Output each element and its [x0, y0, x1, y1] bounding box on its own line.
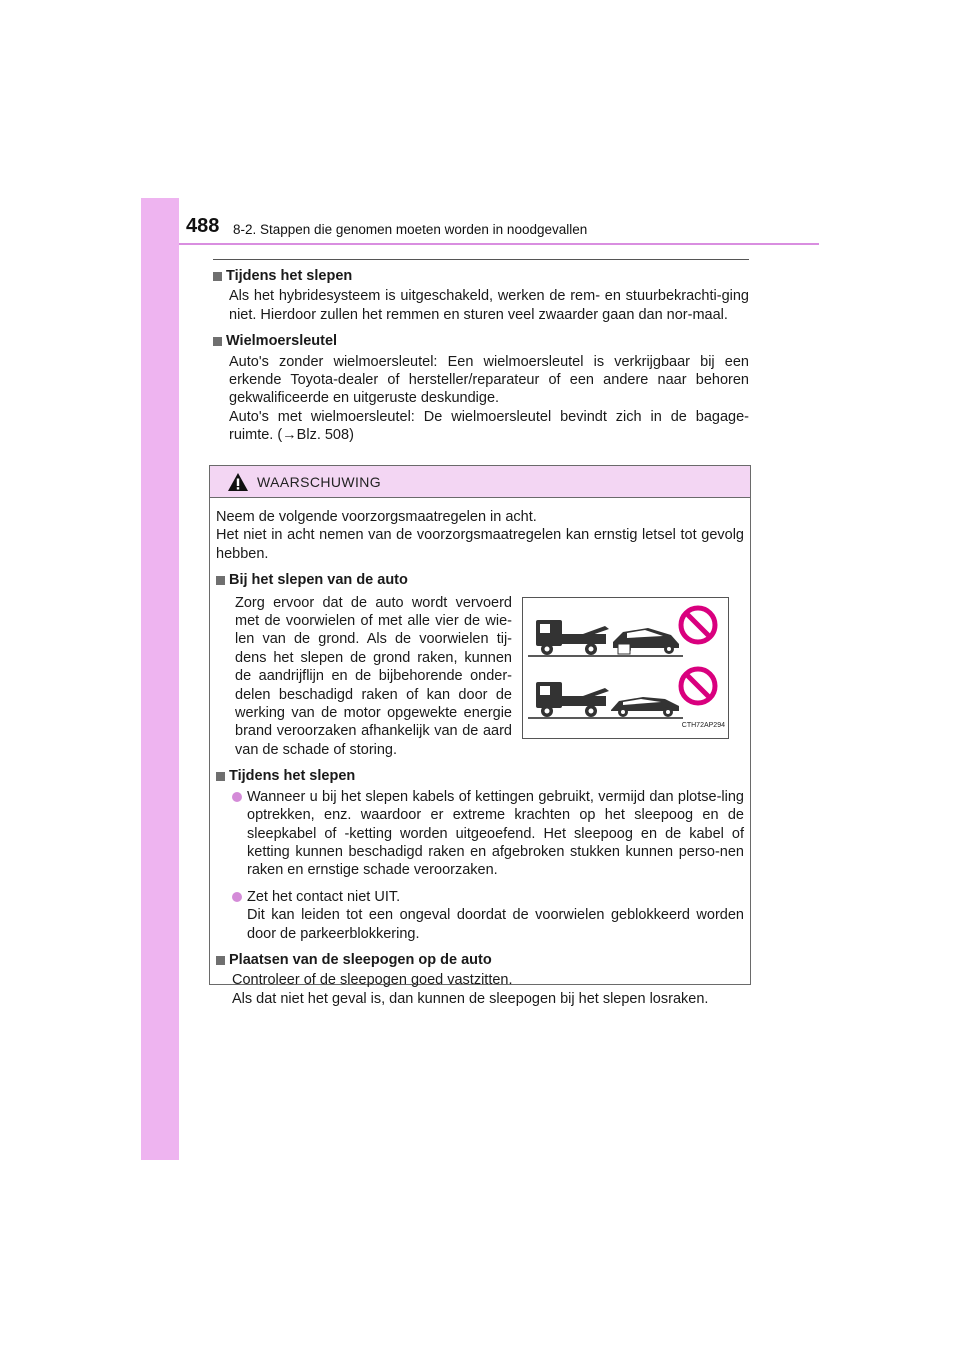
- circle-bullet-icon: [232, 792, 242, 802]
- warning-title: WAARSCHUWING: [257, 473, 382, 490]
- section-heading: Tijdens het slepen: [213, 267, 749, 285]
- list-item: Zet het contact niet UIT. Dit kan leiden tot een ongeval doordat de voorwielen geblokkeerd worden door de parkeerblokkering.: [232, 888, 744, 943]
- main-content: [213, 267, 749, 445]
- section-body: Controleer of de sleepogen goed vastzitten. Als dat niet het geval is, dan kunnen de sleepogen bij het slepen losraken.: [232, 972, 709, 1007]
- square-bullet-icon: [213, 272, 222, 281]
- warning-intro: Het niet in acht nemen van de voorzorgsmaatregelen kan ernstig letsel tot gevolg hebben.: [216, 527, 744, 562]
- chapter-title: 8-2. Stappen die genomen moeten worden in noodgevallen: [233, 222, 588, 237]
- warning-triangle-icon: [227, 472, 249, 492]
- square-bullet-icon: [216, 956, 225, 965]
- warning-box: [209, 465, 751, 1007]
- circle-bullet-icon: [232, 892, 242, 902]
- figure-caption: CTH72AP294: [681, 722, 725, 730]
- warning-intro: Neem de volgende voorzorgsmaatregelen in acht.: [216, 509, 537, 525]
- warning-subheading: Bij het slepen van de auto: [216, 571, 744, 589]
- list-item: Wanneer u bij het slepen kabels of kettingen gebruikt, vermijd dan plotse-ling optrekken, enz. waardoor er extreme krachten op het sleepoog en de sleepkabel of -ketting worden uitgeoefend. Het sleepoog en de kabel of ketting kunnen beschadigd raken en afgebroken stukken kunnen perso-nen raken en ernstige schade veroorzaken.: [232, 788, 744, 880]
- warning-header: [210, 466, 750, 498]
- chapter-side-tab: [141, 198, 179, 1160]
- header-rule: [179, 243, 819, 245]
- page-number: 488: [186, 215, 220, 237]
- towing-instruction: Zorg ervoor dat de auto wordt vervoerd met de voorwielen of met alle vier de wie-len van de grond. Als de voorwielen tij-dens het slepen de grond raken, kunnen de aandrijflijn en de bijbehorende onder-delen beschadigd raken of kan door de werking van de motor opgewekte energie brand veroorzaken afhankelijk van de aard van de schade of storing.: [235, 594, 512, 758]
- section-body: Auto's zonder wielmoersleutel: Een wielmoersleutel is verkrijgbaar bij een erkende Toyota-dealer of hersteller/reparateur of een andere naar behoren gekwalificeerde en uitgeruste deskundige. Auto's met wielmoersleutel: De wielmoersleutel bevindt zich in de bagage-ruimte. (→Blz. 508): [229, 353, 749, 444]
- section-divider: [213, 259, 749, 260]
- towing-figure-row: [235, 594, 744, 760]
- square-bullet-icon: [216, 576, 225, 585]
- warning-subheading: Tijdens het slepen: [216, 767, 744, 785]
- section-body: Als het hybridesysteem is uitgeschakeld, werken de rem- en stuurbekrachti-ging niet. Hierdoor zullen het remmen en sturen veel zwaarder gaan dan nor-maal.: [229, 288, 749, 323]
- towing-illustration: [522, 597, 729, 739]
- warning-body: [210, 498, 750, 1008]
- warning-subheading: Plaatsen van de sleepogen op de auto: [216, 951, 744, 969]
- square-bullet-icon: [216, 772, 225, 781]
- square-bullet-icon: [213, 337, 222, 346]
- section-heading: Wielmoersleutel: [213, 332, 749, 350]
